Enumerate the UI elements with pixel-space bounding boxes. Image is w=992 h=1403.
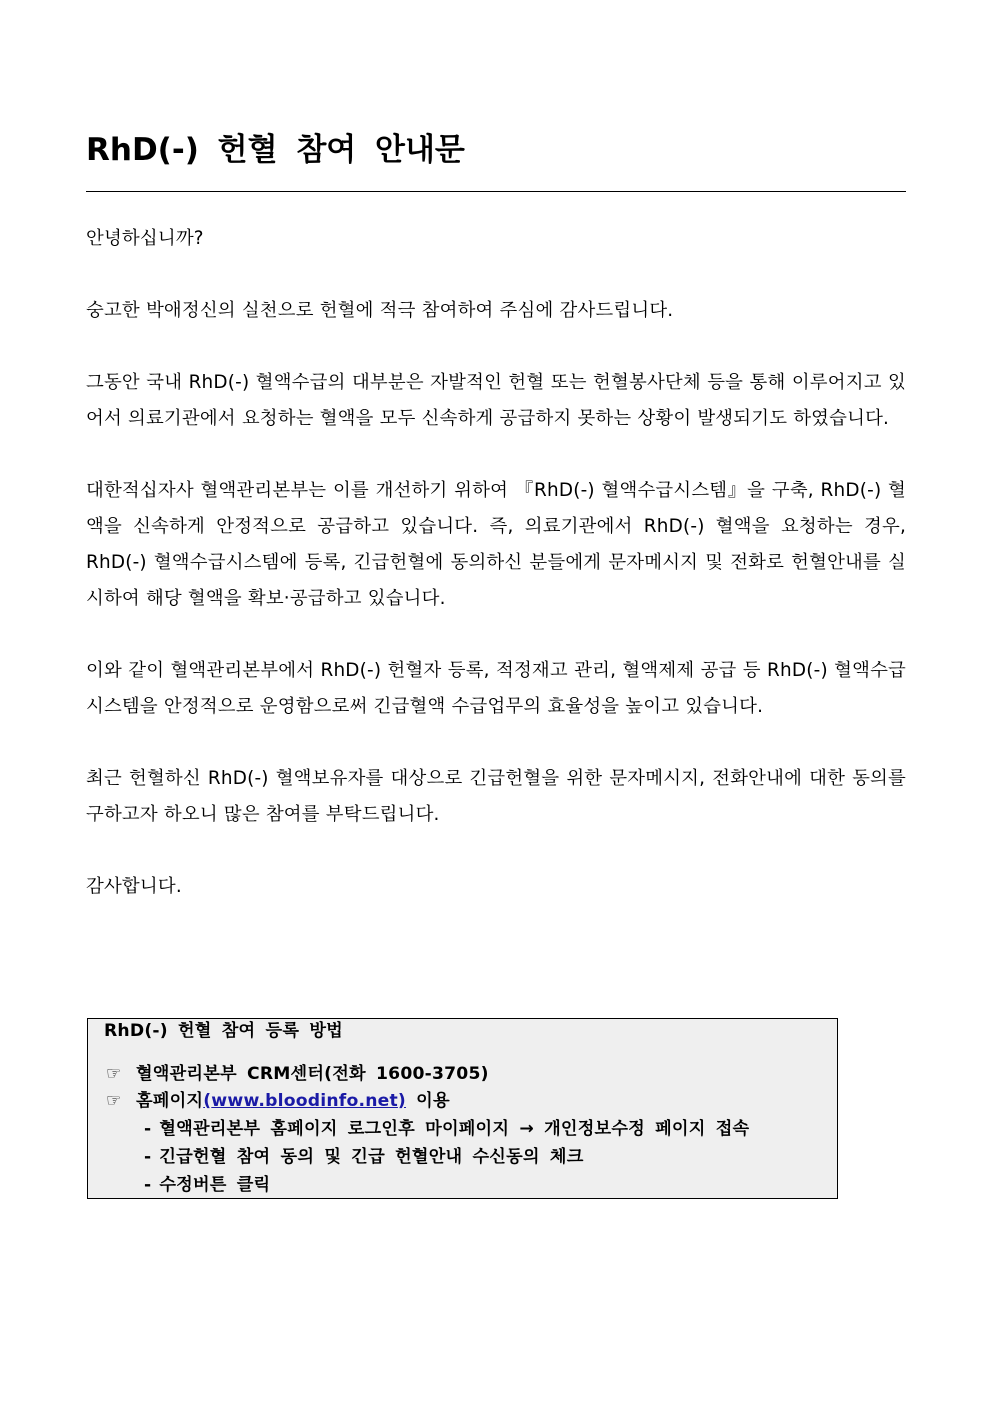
step-text: 긴급헌혈 참여 동의 및 긴급 헌혈안내 수신동의 체크 — [159, 1147, 584, 1167]
registration-info-box — [87, 1018, 838, 1199]
registration-box-title: RhD(-) 헌혈 참여 등록 방법 — [104, 1021, 343, 1041]
step-text: 수정버튼 클릭 — [159, 1175, 271, 1195]
closing-paragraph: 감사합니다. — [86, 876, 182, 897]
step-item — [144, 1172, 270, 1198]
step-item — [144, 1116, 749, 1142]
homepage-link[interactable]: www.bloodinfo.net — [211, 1091, 398, 1111]
greeting-paragraph: 안녕하십니까? — [86, 228, 204, 249]
document-title: RhD(-) 헌혈 참여 안내문 — [86, 132, 465, 168]
homepage-line — [106, 1088, 450, 1114]
crm-center-text: 혈액관리본부 CRM센터(전화 1600-3705) — [136, 1064, 489, 1084]
operation-paragraph: 이와 같이 혈액관리본부에서 RhD(-) 헌혈자 등록, 적정재고 관리, 혈액제제 공급 등 RhD(-) 혈액수급시스템을 안정적으로 운영함으로써 긴급혈액 수급업무의 효율성을 높이고 있습니다. — [86, 660, 906, 717]
dash-bullet: - — [144, 1175, 152, 1195]
homepage-prefix: 홈페이지 — [136, 1091, 204, 1111]
request-paragraph: 최근 헌혈하신 RhD(-) 혈액보유자를 대상으로 긴급헌혈을 위한 문자메시지, 전화안내에 대한 동의를 구하고자 하오니 많은 참여를 부탁드립니다. — [86, 768, 906, 825]
homepage-link-close: ) — [397, 1091, 406, 1111]
step-text: 혈액관리본부 홈페이지 로그인후 마이페이지 → 개인정보수정 페이지 접속 — [159, 1119, 750, 1139]
dash-bullet: - — [144, 1119, 152, 1139]
document-body — [86, 221, 906, 941]
title-divider — [86, 191, 906, 192]
thanks-paragraph: 숭고한 박애정신의 실천으로 헌혈에 적극 참여하여 주심에 감사드립니다. — [86, 300, 674, 321]
pointing-hand-icon: ☞ — [106, 1064, 122, 1084]
homepage-suffix: 이용 — [405, 1091, 450, 1111]
system-paragraph: 대한적십자사 혈액관리본부는 이를 개선하기 위하여 『RhD(-) 혈액수급시스템』을 구축, RhD(-) 혈액을 신속하게 안정적으로 공급하고 있습니다. 즉, 의료기관에서 RhD(-) 혈액을 요청하는 경우, RhD(-) 혈액수급시스템에 등록, 긴급헌혈에 동의하신 분들에게 문자메시지 및 전화로 헌혈안내를 실시하여 해당 혈액을 확보·공급하고 있습니다. — [86, 480, 906, 609]
homepage-link-open: ( — [203, 1091, 212, 1111]
step-item — [144, 1144, 584, 1170]
pointing-hand-icon: ☞ — [106, 1091, 122, 1111]
background-paragraph: 그동안 국내 RhD(-) 혈액수급의 대부분은 자발적인 헌혈 또는 헌혈봉사단체 등을 통해 이루어지고 있어서 의료기관에서 요청하는 혈액을 모두 신속하게 공급하지 못하는 상황이 발생되기도 하였습니다. — [86, 372, 906, 429]
dash-bullet: - — [144, 1147, 152, 1167]
crm-center-line — [106, 1061, 489, 1087]
